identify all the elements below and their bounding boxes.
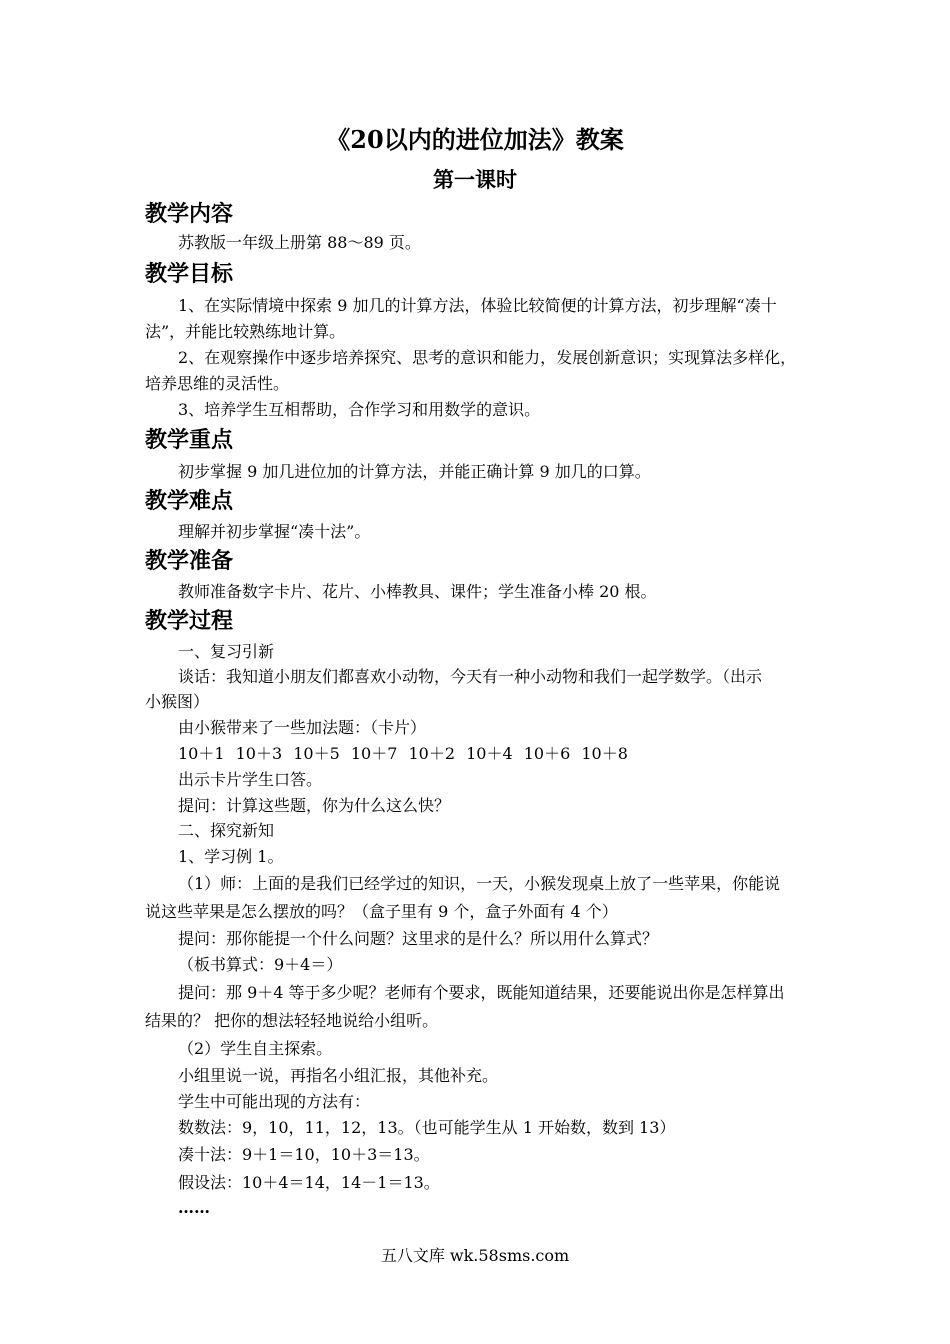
- process-line: 10＋1 10＋3 10＋5 10＋7 10＋2 10＋4 10＋6 10＋8: [178, 744, 628, 763]
- process-line: 提问：那 9＋4 等于多少呢？老师有个要求，既能知道结果，还要能说出你是怎样算出: [178, 983, 785, 1002]
- process-line: 数数法：9，10，11，12，13。（也可能学生从 1 开始数，数到 13）: [178, 1118, 676, 1137]
- preparation-line: 教师准备数字卡片、花片、小棒教具、课件；学生准备小棒 20 根。: [178, 582, 657, 601]
- document-title: 《20以内的进位加法》教案: [326, 125, 624, 154]
- process-line: 假设法：10＋4＝14，14－1＝13。: [178, 1173, 440, 1192]
- process-line: 结果的？ 把你的想法轻轻地说给小组听。: [145, 1011, 439, 1030]
- heading-difficulties: 教学难点: [145, 488, 234, 514]
- process-line: 一、复习引新: [178, 642, 275, 661]
- process-line: （1）师：上面的是我们已经学过的知识，一天，小猴发现桌上放了一些苹果，你能说: [178, 874, 781, 893]
- goal-line: 法”，并能比较熟练地计算。: [145, 322, 346, 341]
- difficulty-line: 理解并初步掌握“凑十法”。: [178, 522, 371, 541]
- heading-process: 教学过程: [145, 608, 234, 634]
- process-line: （板书算式：9＋4＝）: [178, 955, 343, 974]
- process-line: 谈话：我知道小朋友们都喜欢小动物，今天有一种小动物和我们一起学数学。（出示: [178, 667, 763, 686]
- document-subtitle: 第一课时: [433, 167, 517, 192]
- footer-watermark: 五八文库 wk.58sms.com: [380, 1246, 570, 1265]
- process-line: 小猴图）: [145, 692, 210, 711]
- heading-teaching-goals: 教学目标: [145, 261, 234, 287]
- process-line: 提问：计算这些题，你为什么这么快？: [178, 796, 451, 815]
- goal-line: 1、在实际情境中探索 9 加几的计算方法，体验比较简便的计算方法，初步理解“凑十: [178, 296, 777, 315]
- heading-teaching-content: 教学内容: [145, 201, 234, 227]
- process-line-ellipsis: ……: [178, 1198, 210, 1217]
- process-line: 凑十法：9＋1＝10，10＋3＝13。: [178, 1145, 430, 1164]
- goal-line: 3、培养学生互相帮助，合作学习和用数学的意识。: [178, 400, 541, 419]
- heading-key-points: 教学重点: [145, 427, 234, 453]
- heading-preparation: 教学准备: [145, 548, 234, 574]
- key-point-line: 初步掌握 9 加几进位加的计算方法，并能正确计算 9 加几的口算。: [178, 462, 651, 481]
- content-line: 苏教版一年级上册第 88～89 页。: [178, 233, 421, 252]
- process-line: 二、探究新知: [178, 821, 275, 840]
- process-line: 说这些苹果是怎么摆放的吗？（盒子里有 9 个，盒子外面有 4 个）: [145, 902, 618, 921]
- goal-line: 培养思维的灵活性。: [145, 374, 290, 393]
- goal-line: 2、在观察操作中逐步培养探究、思考的意识和能力，发展创新意识；实现算法多样化，: [178, 348, 797, 367]
- process-line: 由小猴带来了一些加法题：（卡片）: [178, 718, 427, 737]
- process-line: 1、学习例 1。: [178, 847, 284, 866]
- process-line: 学生中可能出现的方法有：: [178, 1092, 371, 1111]
- process-line: 出示卡片学生口答。: [178, 770, 323, 789]
- process-line: 提问：那你能提一个什么问题？这里求的是什么？所以用什么算式？: [178, 929, 659, 948]
- process-line: 小组里说一说，再指名小组汇报，其他补充。: [178, 1066, 499, 1085]
- process-line: （2）学生自主探索。: [178, 1039, 333, 1058]
